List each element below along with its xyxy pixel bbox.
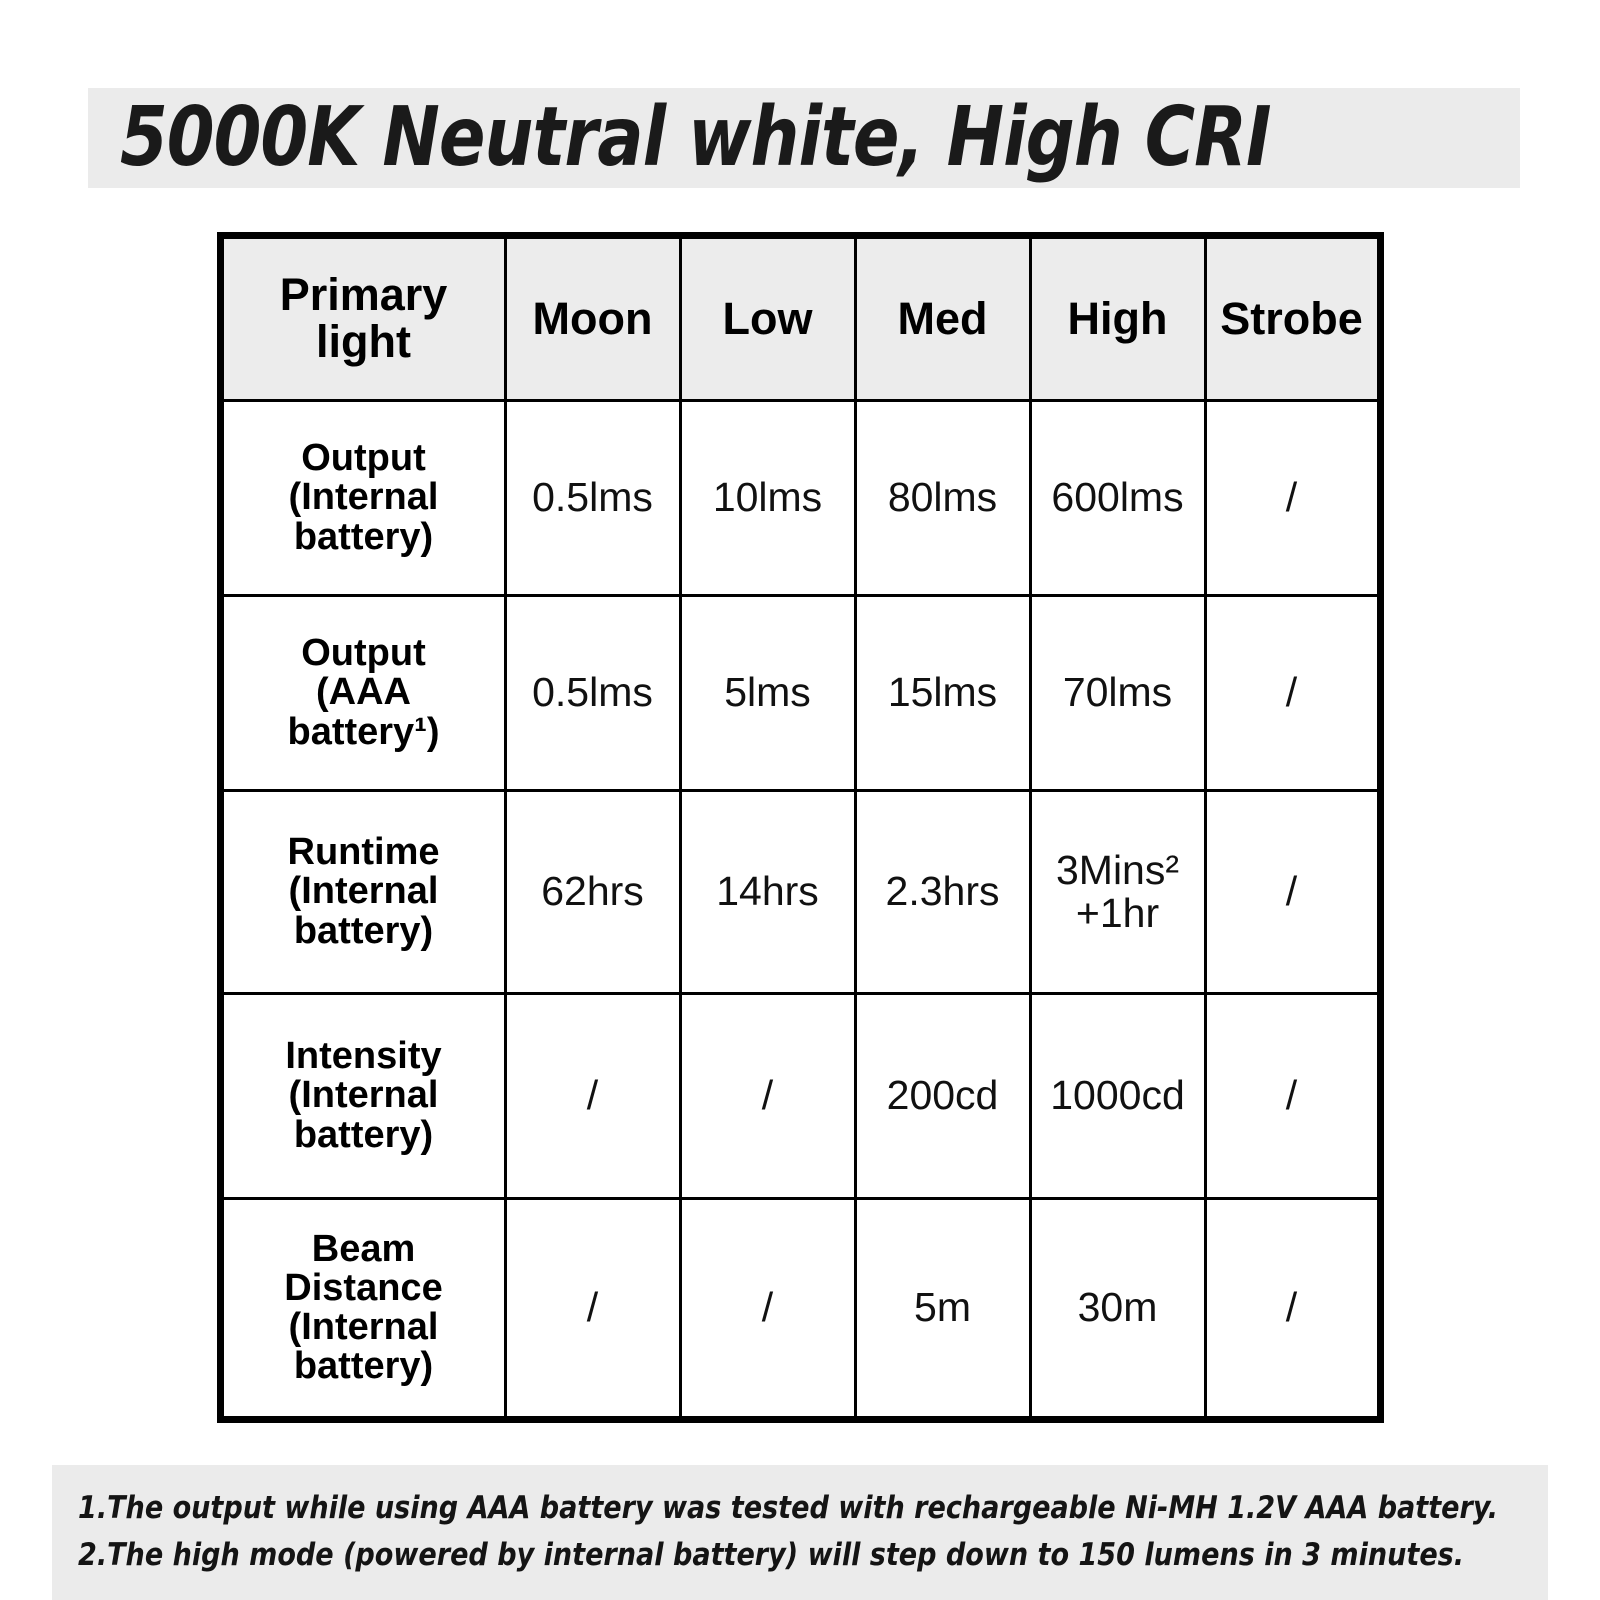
cell-runtime-high: 3Mins² +1hr (1030, 791, 1205, 994)
cell-runtime-med: 2.3hrs (855, 791, 1030, 994)
row-label-line: Runtime (287, 831, 440, 874)
row-label-line: (Internal (288, 1306, 439, 1348)
table-row (220, 401, 1380, 596)
row-label-line: battery) (293, 1113, 434, 1156)
row-label-output-internal (220, 401, 505, 596)
cell-output-aaa-med: 15lms (855, 596, 1030, 791)
row-label-line: Output (301, 632, 426, 675)
cell-output-aaa-low: 5lms (680, 596, 855, 791)
row-label-line: Distance (284, 1266, 443, 1309)
cell-runtime-low: 14hrs (680, 791, 855, 994)
table-body (220, 401, 1380, 1420)
column-header-strobe: Strobe (1205, 236, 1380, 401)
spec-table (217, 232, 1384, 1423)
cell-intensity-moon: / (505, 994, 680, 1199)
cell-beam-distance-med: 5m (855, 1199, 1030, 1420)
cell-runtime-moon: 62hrs (505, 791, 680, 994)
row-label-beam-distance-internal (220, 1199, 505, 1420)
cell-output-internal-moon: 0.5lms (505, 401, 680, 596)
footnote-1: 1.The output while using AAA battery was tested with rechargeable Ni-MH 1.2V AAA battery. (78, 1490, 1499, 1526)
table-row (220, 994, 1380, 1199)
cell-output-internal-low: 10lms (680, 401, 855, 596)
row-label-intensity-internal (220, 994, 505, 1199)
footnote-2: 2.The high mode (powered by internal battery) will step down to 150 lumens in 3 minutes. (78, 1536, 1465, 1573)
cell-intensity-med: 200cd (855, 994, 1030, 1199)
cell-beam-distance-strobe: / (1205, 1199, 1380, 1420)
row-label-line: Intensity (285, 1035, 442, 1078)
cell-output-internal-high: 600lms (1030, 401, 1205, 596)
row-label-line: battery) (293, 515, 434, 558)
row-label-line: (Internal (288, 1074, 439, 1117)
cell-output-aaa-high: 70lms (1030, 596, 1205, 791)
row-label-runtime-internal (220, 791, 505, 994)
cell-intensity-high: 1000cd (1030, 994, 1205, 1199)
table-row (220, 596, 1380, 791)
title-banner (88, 88, 1520, 188)
column-header-high: High (1030, 236, 1205, 401)
table-row (220, 1199, 1380, 1420)
row-label-line: Output (301, 437, 426, 480)
page-title: 5000K Neutral white, High CRI (120, 90, 1271, 185)
cell-output-aaa-strobe: / (1205, 596, 1380, 791)
row-label-line: Beam (311, 1227, 416, 1270)
table-header (220, 236, 1380, 401)
footnotes-block (52, 1465, 1548, 1600)
column-header-med: Med (855, 236, 1030, 401)
row-label-line: battery) (293, 909, 434, 952)
row-label-line: battery¹) (287, 710, 440, 753)
header-row (220, 236, 1380, 401)
row-label-line: (Internal (288, 476, 439, 519)
row-label-line: (AAA (316, 671, 411, 714)
cell-runtime-strobe: / (1205, 791, 1380, 994)
cell-output-internal-strobe: / (1205, 401, 1380, 596)
cell-output-internal-med: 80lms (855, 401, 1030, 596)
row-label-output-aaa (220, 596, 505, 791)
cell-beam-distance-high: 30m (1030, 1199, 1205, 1420)
row-label-line: battery) (293, 1345, 434, 1388)
cell-intensity-strobe: / (1205, 994, 1380, 1199)
cell-beam-distance-moon: / (505, 1199, 680, 1420)
spec-table-container (0, 232, 1600, 1423)
cell-intensity-low: / (680, 994, 855, 1199)
column-header-moon: Moon (505, 236, 680, 401)
table-row (220, 791, 1380, 994)
row-label-line: (Internal (288, 870, 439, 913)
cell-output-aaa-moon: 0.5lms (505, 596, 680, 791)
column-header-primary-light: Primary light (220, 236, 505, 401)
cell-beam-distance-low: / (680, 1199, 855, 1420)
column-header-low: Low (680, 236, 855, 401)
